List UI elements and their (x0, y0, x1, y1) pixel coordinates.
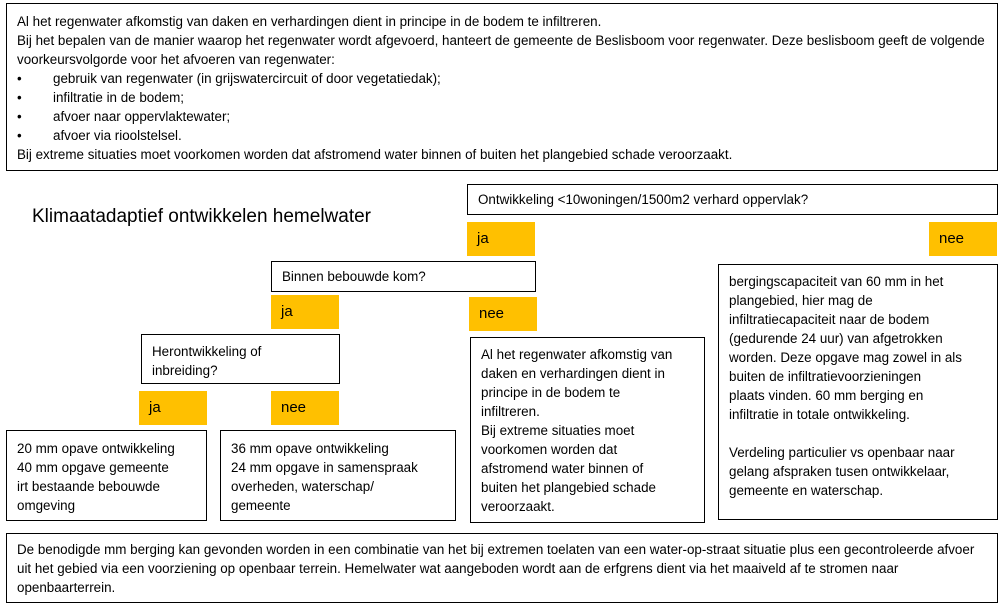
result-line: Al het regenwater afkomstig van (481, 347, 673, 362)
result-outside-built-up-area (470, 337, 705, 523)
answer-q1-yes: ja (467, 222, 535, 256)
intro-bullet-text: gebruik van regenwater (in grijswatercircuit of door vegetatiedak); (53, 71, 441, 86)
intro-box (6, 3, 998, 171)
bullet-symbol: • (17, 90, 22, 105)
answer-q3-no: nee (271, 391, 339, 425)
intro-bullet (17, 69, 987, 88)
result-line: 36 mm opave ontwikkeling (231, 441, 389, 456)
answer-q2-yes: ja (271, 295, 339, 329)
intro-bullet (17, 126, 987, 145)
intro-bullet (17, 88, 987, 107)
answer-q2-no: nee (469, 297, 537, 331)
result-line: principe in de bodem te (481, 385, 621, 400)
result-line: 40 mm opgave gemeente (17, 460, 169, 475)
result-line: infiltratiecapaciteit naar de bodem (729, 312, 930, 327)
footer-text: De benodigde mm berging kan gevonden worden in een combinatie van het bij extremen toelaten van een water-op-straat situatie plus een gecontroleerde afvoer uit het gebied via een voorziening op openbaar terrein. Hemelwater wat aangeboden wordt aan de erfgrens dient via het maaiveld af te stromen naar openbaarterrein. (17, 542, 975, 595)
diagram-title: Klimaatadaptief ontwikkelen hemelwater (32, 206, 372, 227)
result-line: buiten het plangebied schade (481, 480, 656, 495)
result-line: Bij extreme situaties moet (481, 423, 635, 438)
result-line: gelang afspraken tusen ontwikkelaar, (729, 464, 950, 479)
footer-box (6, 533, 998, 603)
result-line: plangebied, hier mag de (729, 293, 873, 308)
result-line: Verdeling particulier vs openbaar naar (729, 445, 955, 460)
intro-bullet-text: afvoer via rioolstelsel. (53, 128, 182, 143)
intro-line-2: Bij het bepalen van de manier waarop het regenwater wordt afgevoerd, hanteert de gemeente de Beslisboom voor regenwater. Deze beslisboom geeft de volgende voorkeursvolgorde voor het afvoeren van regenwater: (17, 33, 985, 67)
intro-line-1: Al het regenwater afkomstig van daken en verhardingen dient in principe in de bodem te infiltreren. (17, 14, 602, 29)
intro-bullet-text: afvoer naar oppervlaktewater; (53, 109, 231, 124)
result-line: (gedurende 24 uur) van afgetrokken (729, 331, 943, 346)
result-line: afstromend water binnen of (481, 461, 644, 476)
result-line: worden. Deze opgave mag zowel in als (729, 350, 962, 365)
intro-bullet (17, 107, 987, 126)
bullet-symbol: • (17, 109, 22, 124)
question-development-size: Ontwikkeling <10woningen/1500m2 verhard oppervlak? (467, 184, 998, 215)
result-line: infiltratie in totale ontwikkeling. (729, 407, 910, 422)
result-redevelopment-yes (6, 430, 207, 521)
result-line: bergingscapaciteit van 60 mm in het (729, 274, 944, 289)
question-redevelopment: Herontwikkeling of inbreiding? (141, 334, 340, 384)
result-line: 20 mm opave ontwikkeling (17, 441, 175, 456)
answer-q3-yes: ja (139, 391, 207, 425)
result-line: gemeente (231, 498, 291, 513)
question-built-up-area: Binnen bebouwde kom? (271, 261, 536, 292)
answer-q1-no: nee (929, 222, 997, 256)
result-line: veroorzaakt. (481, 499, 555, 514)
bullet-symbol: • (17, 128, 22, 143)
result-line: plaats vinden. 60 mm berging en (729, 388, 924, 403)
result-line: overheden, waterschap/ (231, 479, 374, 494)
result-line: voorkomen worden dat (481, 442, 618, 457)
result-line: omgeving (17, 498, 76, 513)
bullet-symbol: • (17, 71, 22, 86)
result-line: daken en verhardingen dient in (481, 366, 665, 381)
result-line: gemeente en waterschap. (729, 483, 884, 498)
result-line: infiltreren. (481, 404, 540, 419)
result-line: buiten de infiltratievoorzieningen (729, 369, 922, 384)
result-large-development (718, 264, 998, 520)
result-redevelopment-no (220, 430, 456, 521)
intro-bullet-text: infiltratie in de bodem; (53, 90, 185, 105)
result-line: irt bestaande bebouwde (17, 479, 160, 494)
result-line: 24 mm opgave in samenspraak (231, 460, 418, 475)
intro-line-3: Bij extreme situaties moet voorkomen worden dat afstromend water binnen of buiten het plangebied schade veroorzaakt. (17, 147, 733, 162)
